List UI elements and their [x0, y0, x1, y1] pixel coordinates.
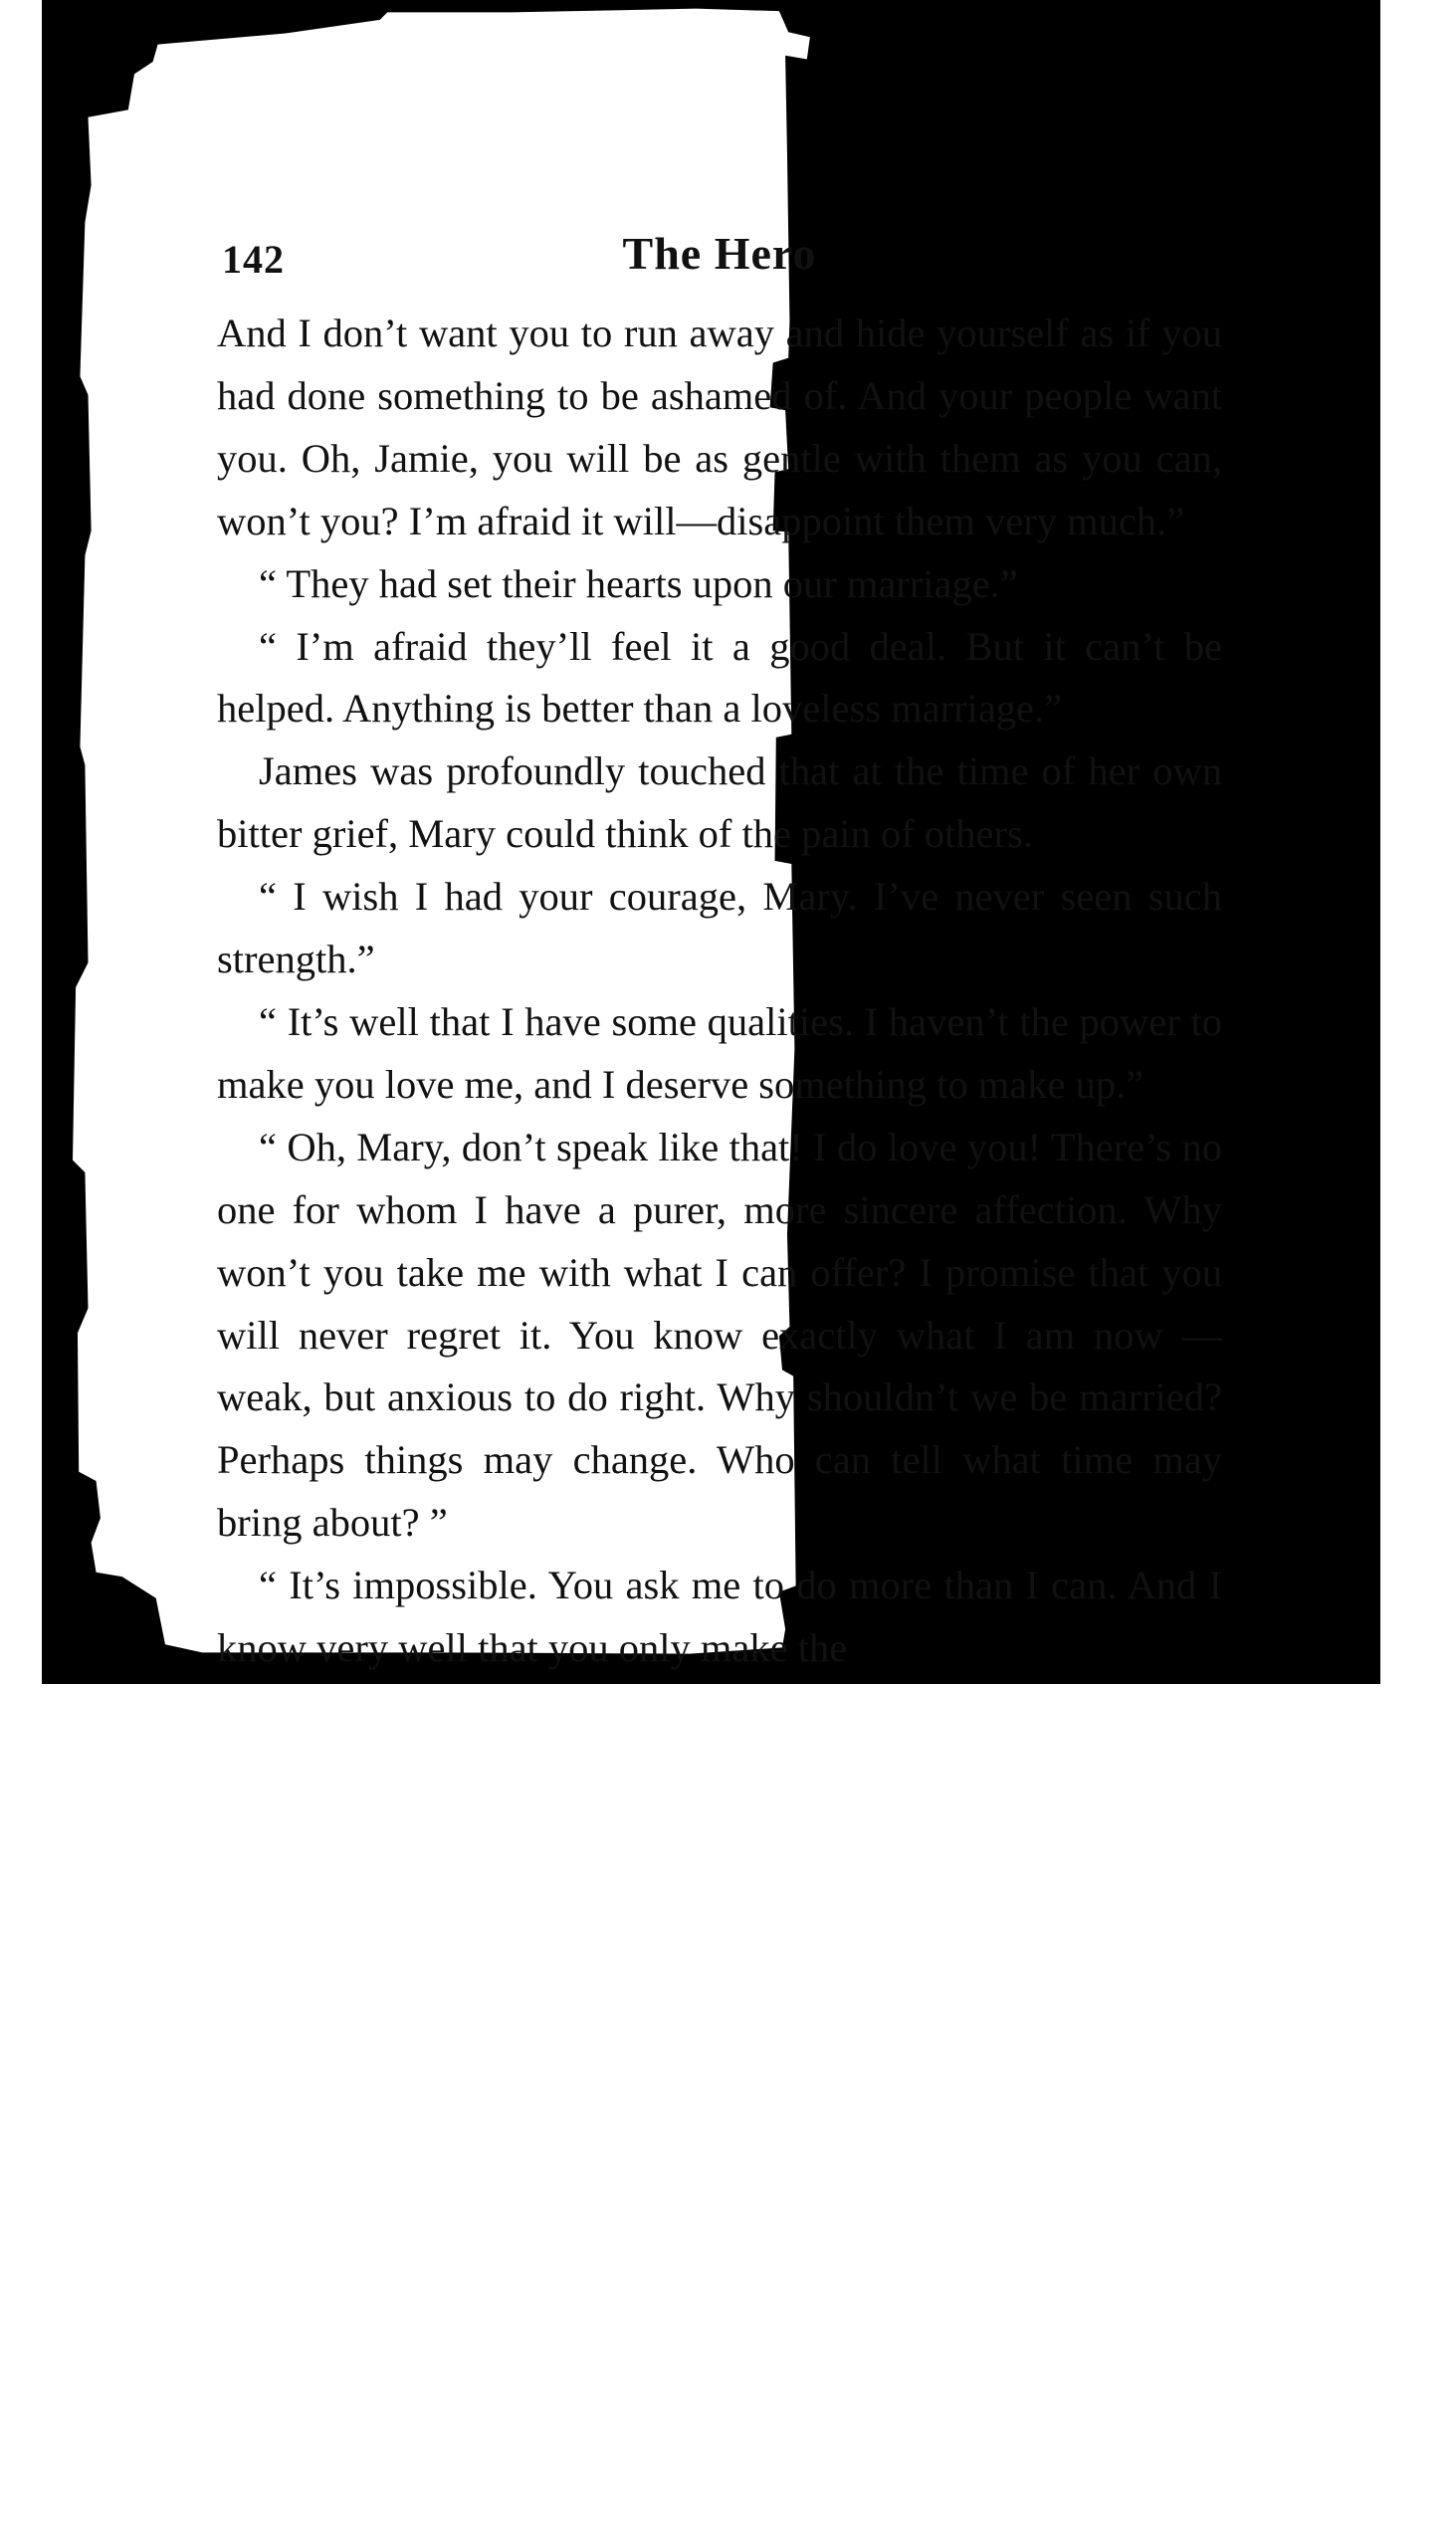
- paragraph: “ I wish I had your courage, Mary. I’ve never seen such strength.”: [217, 874, 1222, 982]
- paragraph: “ Oh, Mary, don’t speak like that! I do love you! There’s no one for whom I have a purer, more sincere affection. Why won’t you take me with what I can offer? I promise that you will never regret it. You know exactly what I am now — weak, but anxious to do right. Why shouldn’t we be married? Perhaps things may change. Who can tell what time may bring about? ”: [217, 1124, 1222, 1546]
- book-page: [217, 221, 1222, 1680]
- running-head: The Hero: [622, 228, 817, 279]
- page-header: [217, 221, 1222, 303]
- page-number: 142: [222, 237, 285, 282]
- paragraph: James was profoundly touched that at the time of her own bitter grief, Mary could think of the pain of others.: [217, 748, 1222, 857]
- paragraph: “ It’s impossible. You ask me to do more than I can. And I know very well that you only make the: [217, 1563, 1222, 1671]
- paragraph: “ They had set their hearts upon our marriage.”: [259, 560, 1018, 606]
- paragraph: And I don’t want you to run away and hide yourself as if you had done something to be ashamed of. And your people want you. Oh, Jamie, you will be as gentle with them as you can, won’t you? I’m afraid it will—disappoint them very much.”: [217, 311, 1222, 543]
- paragraph: “ It’s well that I have some qualities. I haven’t the power to make you love me, and I deserve something to make up.”: [217, 998, 1222, 1107]
- paragraph: “ I’m afraid they’ll feel it a good deal. But it can’t be helped. Anything is better than a loveless marriage.”: [217, 623, 1222, 732]
- page-body: [217, 303, 1222, 1680]
